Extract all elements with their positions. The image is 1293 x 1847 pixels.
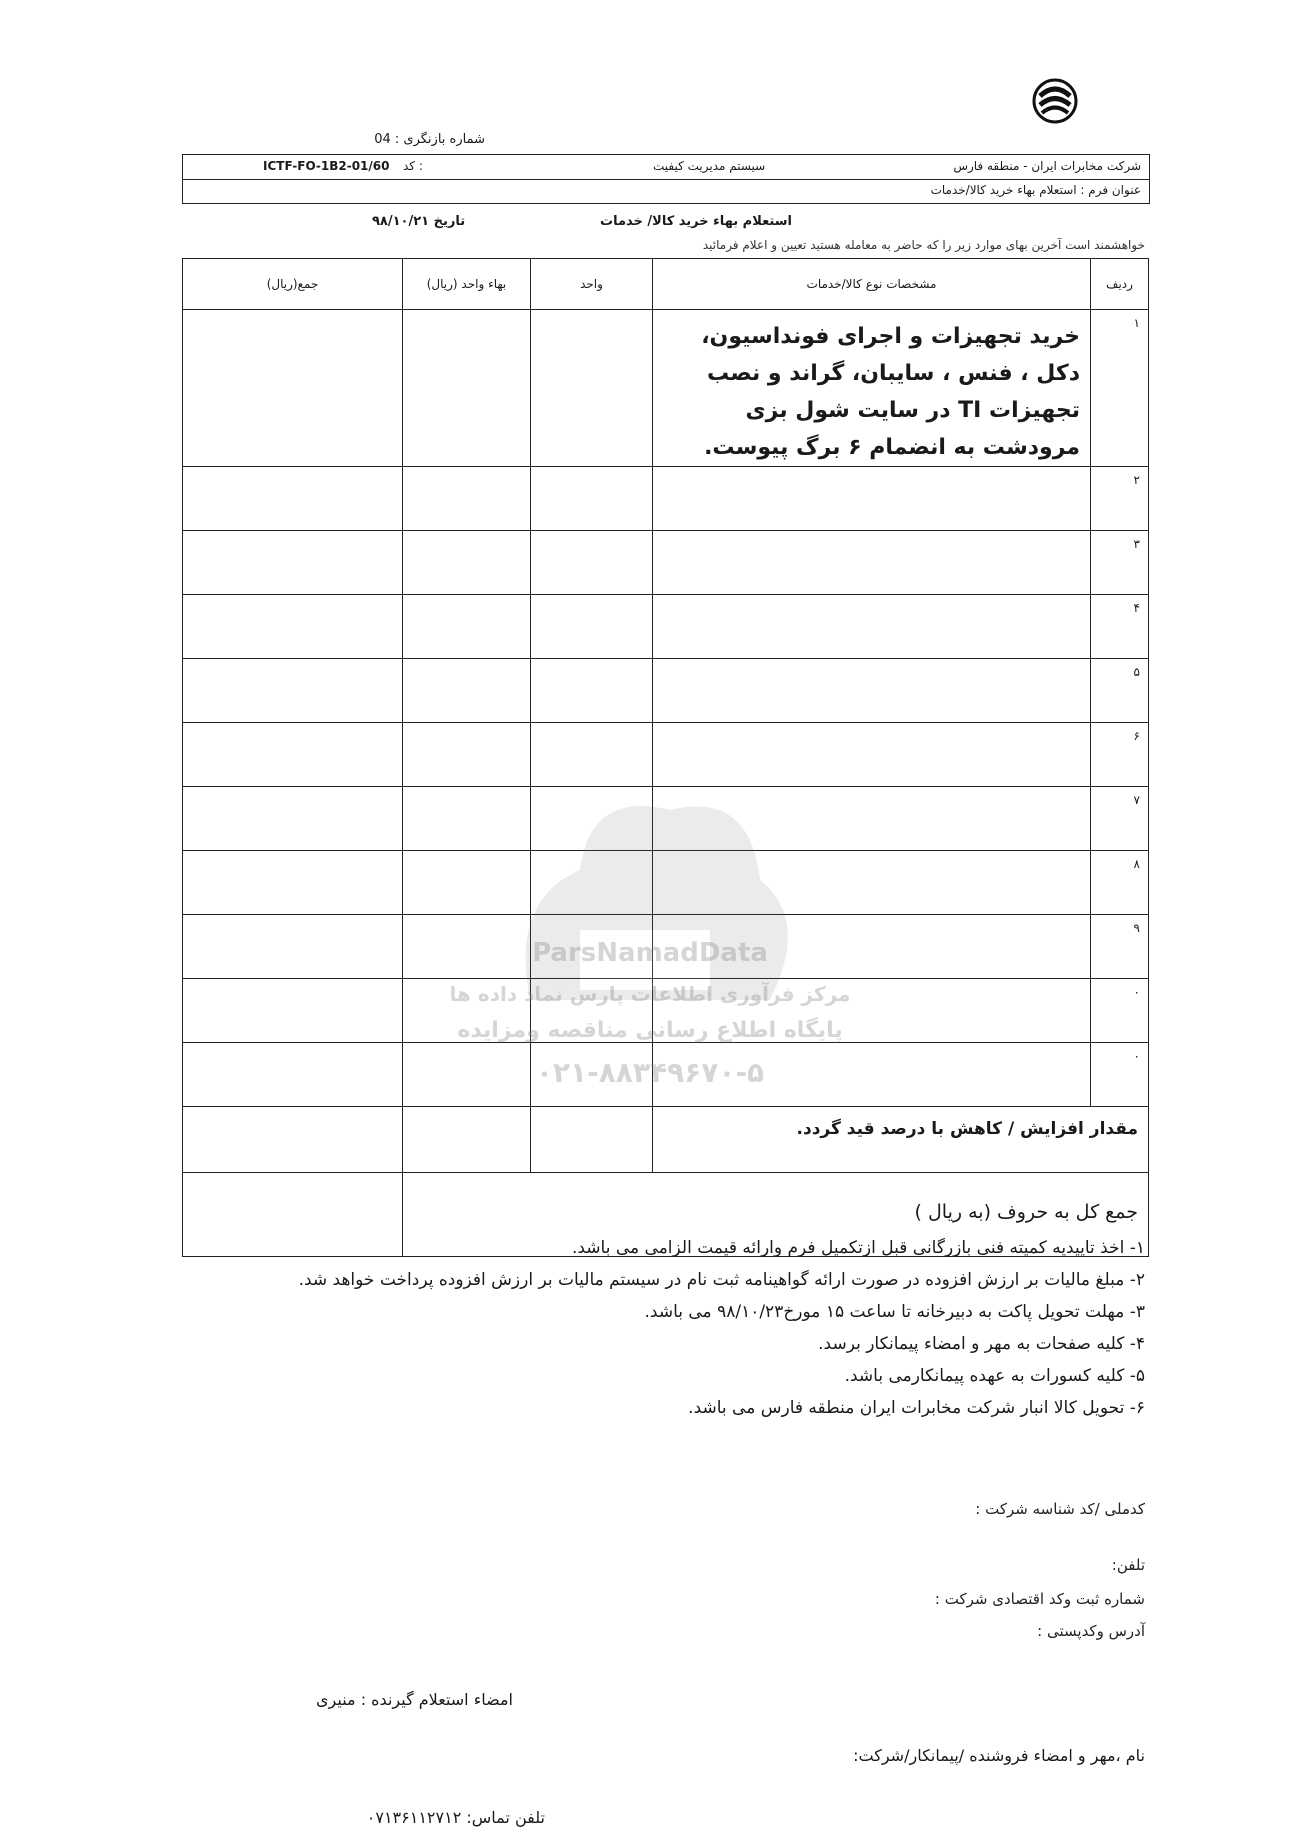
unit-cell[interactable] [531,659,653,723]
condition-item: ۵- کلیه کسورات به عهده پیمانکارمی باشد. [844,1366,1145,1386]
unit-price-cell[interactable] [403,595,531,659]
form-title: عنوان فرم : استعلام بهاء خرید کالا/خدمات [930,183,1141,197]
watermark-line2: مرکز فرآوری اطلاعات پارس نماد داده ها [449,982,851,1006]
document-title: استعلام بهاء خرید کالا/ خدمات [600,214,792,229]
col-header-row: ردیف [1091,259,1149,310]
total-cell[interactable] [183,595,403,659]
condition-item: ۶- تحویل کالا انبار شرکت مخابرات ایران منطقه فارس می باشد. [688,1398,1145,1418]
total-cell[interactable] [183,979,403,1043]
unit-cell[interactable] [531,595,653,659]
total-cell[interactable] [183,787,403,851]
description-cell[interactable] [653,595,1091,659]
unit-cell[interactable] [531,310,653,467]
system-name: سیستم مدیریت کیفیت [653,159,766,173]
code-value: ICTF-FO-1B2-01/60 [263,159,390,173]
total-cell[interactable] [183,531,403,595]
seller-signature[interactable]: نام ،مهر و امضاء فروشنده /پیمانکار/شرکت: [853,1746,1145,1765]
col-header-unit: واحد [531,259,653,310]
unit-cell[interactable] [531,1107,653,1173]
table-row [183,531,1149,595]
description-cell[interactable] [653,659,1091,723]
phone-field[interactable]: تلفن: [1111,1556,1145,1574]
condition-item: ۳- مهلت تحویل پاکت به دبیرخانه تا ساعت ۱۵ مورخ۹۸/۱۰/۲۳ می باشد. [644,1302,1145,1322]
row-number: ۷ [1091,787,1149,851]
condition-item: ۱- اخذ تاییدیه کمیته فنی بازرگانی قبل ازتکمیل فرم وارائه قیمت الزامی می باشد. [571,1238,1145,1258]
total-cell[interactable] [183,659,403,723]
unit-price-cell[interactable] [403,467,531,531]
col-header-unit-price: بهاء واحد (ریال) [403,259,531,310]
col-header-description: مشخصات نوع کالا/خدمات [653,259,1091,310]
row-number: ۶ [1091,723,1149,787]
description-cell[interactable] [653,531,1091,595]
total-cell[interactable] [183,1043,403,1107]
watermark-phone: ۰۲۱-۸۸۳۴۹۶۷۰-۵ [535,1056,765,1089]
unit-price-cell[interactable] [403,1107,531,1173]
unit-price-cell[interactable] [403,531,531,595]
row-number: ۹ [1091,915,1149,979]
registration-number-field[interactable]: شماره ثبت وکد اقتصادی شرکت : [934,1590,1145,1608]
revision-number: شماره بازنگری : 04 [374,132,485,147]
total-cell[interactable] [183,1107,403,1173]
unit-price-cell[interactable] [403,659,531,723]
contact-phone: تلفن تماس: ۰۷۱۳۶۱۱۲۷۱۲ [366,1808,545,1827]
row-number: ۰ [1091,979,1149,1043]
address-field[interactable]: آدرس وکدپستی : [1037,1622,1145,1640]
watermark-line3: پایگاه اطلاع رسانی مناقصه ومزایده [457,1018,843,1043]
row-number: ۴ [1091,595,1149,659]
row-number: ۳ [1091,531,1149,595]
table-row [183,467,1149,531]
increase-decrease-note: مقدار افزایش / کاهش با درصد قید گردد. [653,1107,1149,1173]
total-cell[interactable] [183,851,403,915]
row-number: ۵ [1091,659,1149,723]
row-number: ۸ [1091,851,1149,915]
row-number: ۱ [1091,310,1149,467]
company-logo-icon [1032,78,1078,124]
condition-item: ۲- مبلغ مالیات بر ارزش افزوده در صورت ارائه گواهینامه ثبت نام در سیستم مالیات بر ارزش افزوده پرداخت خواهد شد. [298,1270,1145,1290]
description-cell: خرید تجهیزات و اجرای فونداسیون، دکل ، فنس ، سایبان، گراند و نصب تجهیزات TI در سایت شول بزی مرودشت به انضمام ۶ برگ پیوست. [653,310,1091,467]
description-cell[interactable] [653,467,1091,531]
col-header-total: جمع(ریال) [183,259,403,310]
total-cell[interactable] [183,310,403,467]
total-cell[interactable] [183,915,403,979]
document-date: تاریخ ۹۸/۱۰/۲۱ [372,214,466,229]
condition-item: ۴- کلیه صفحات به مهر و امضاء پیمانکار برسد. [818,1334,1145,1354]
conditions-list [185,1232,1145,1424]
form-header [182,154,1150,204]
table-row [183,659,1149,723]
code-label: کد : [403,159,423,173]
unit-price-cell[interactable] [403,310,531,467]
receiver-signature: امضاء استعلام گیرنده : منیری [316,1690,513,1709]
total-in-words: جمع کل به حروف (به ریال ) [403,1173,1149,1257]
intro-text: خواهشمند است آخرین بهای موارد زیر را که حاضر به معامله هستید تعیین و اعلام فرمائید [702,238,1145,252]
table-row [183,595,1149,659]
watermark-brand: ParsNamadData [532,938,768,968]
company-name: شرکت مخابرات ایران - منطقه فارس [953,159,1141,173]
row-number: ۰ [1091,1043,1149,1107]
total-cell[interactable] [183,723,403,787]
total-cell[interactable] [183,467,403,531]
unit-cell[interactable] [531,467,653,531]
table-row [183,310,1149,467]
national-id-field[interactable]: کدملی /کد شناسه شرکت : [975,1500,1145,1518]
note-row [183,1107,1149,1173]
row-number: ۲ [1091,467,1149,531]
unit-cell[interactable] [531,531,653,595]
